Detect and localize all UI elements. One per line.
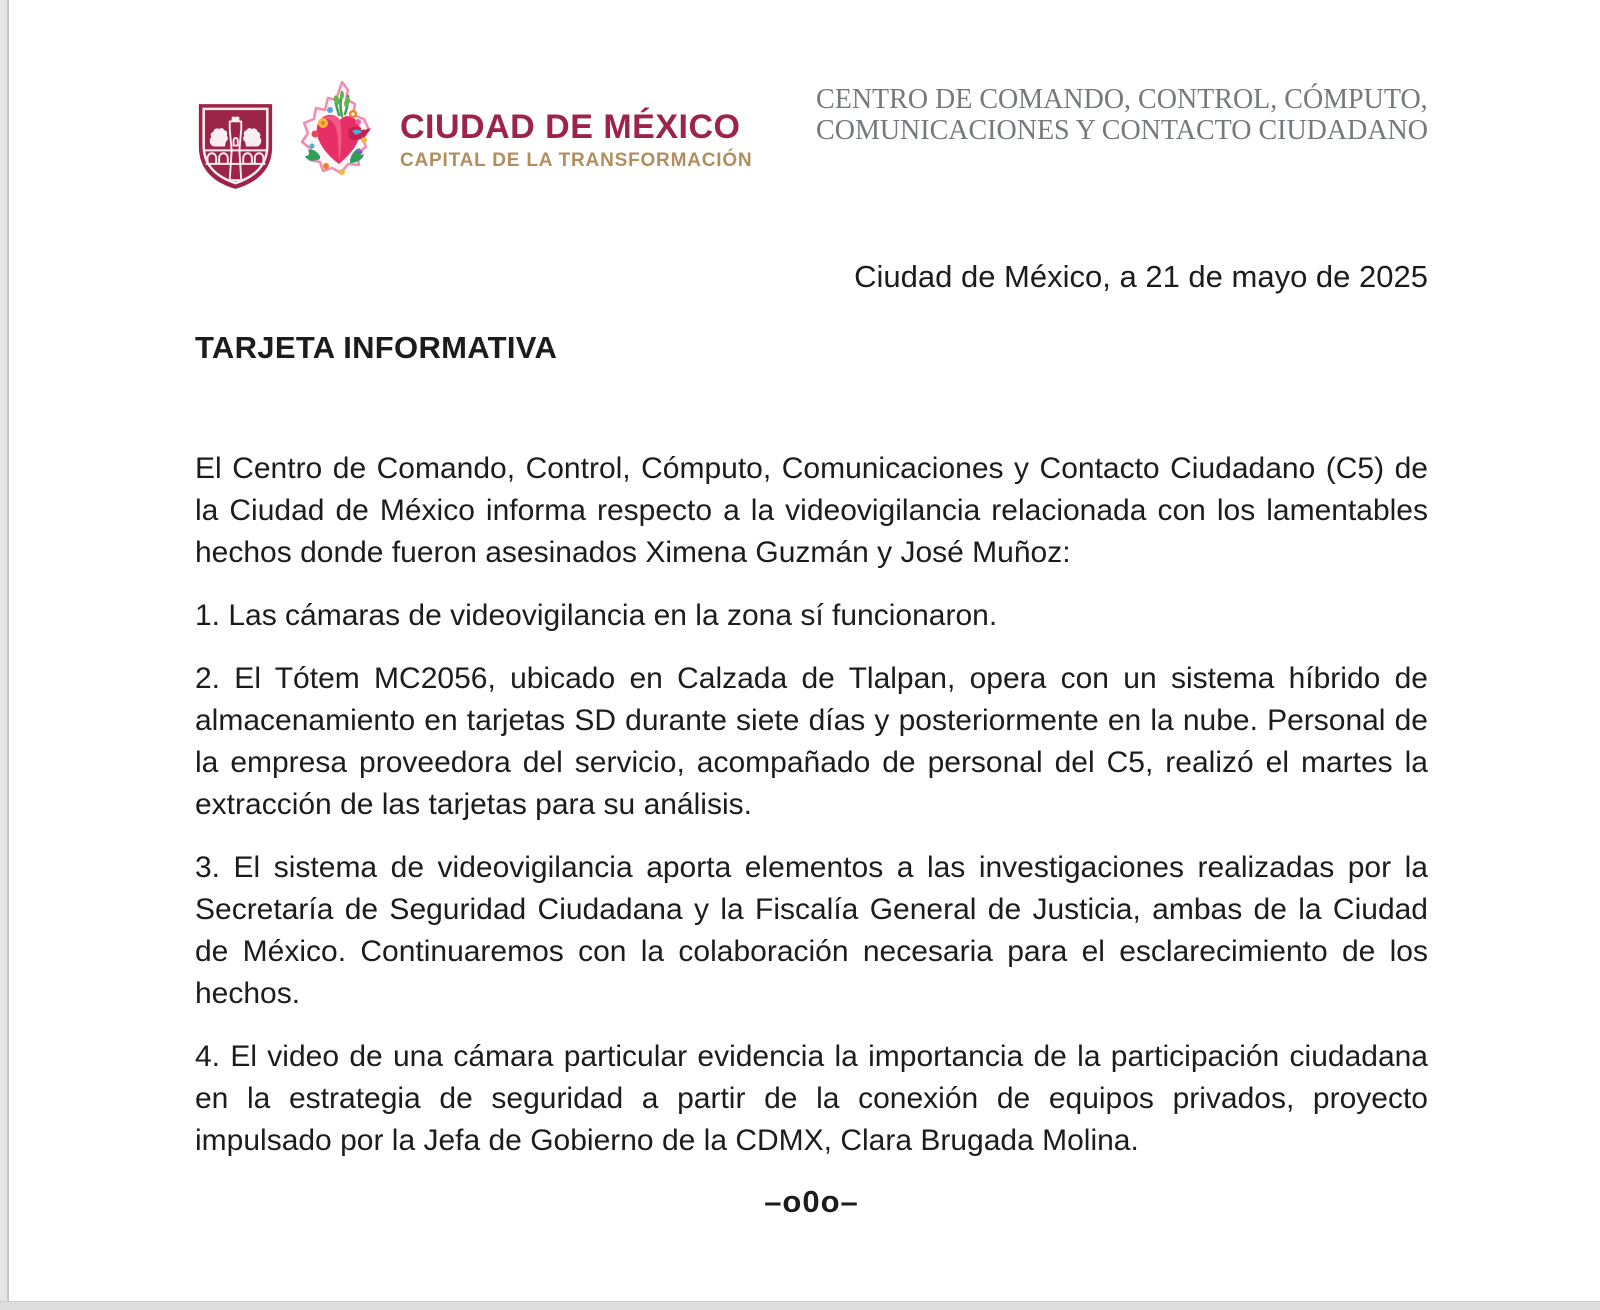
brand-wordmark <box>400 108 752 172</box>
org-header <box>816 84 1428 146</box>
paragraph-point-1: 1. Las cámaras de videovigilancia en la zona sí funcionaron. <box>195 599 998 632</box>
org-header-line-1: CENTRO DE COMANDO, CONTROL, CÓMPUTO, <box>816 84 1428 115</box>
paragraph-point-3: 3. El sistema de videovigilancia aporta elementos a las investigaciones realizadas por la Secretaría de Seguridad Ciudadana y la Fiscalía General de Justicia, ambas de la Ciudad de México. Continuaremos con la colaboración necesaria para el esclarecimiento de los hechos. <box>195 851 1428 1010</box>
paragraph-intro: El Centro de Comando, Control, Cómputo, Comunicaciones y Contacto Ciudadano (C5) de la Ciudad de México informa respecto a la videovigilancia relacionada con los lamentables hechos donde fueron asesinados Ximena Guzmán y José Muñoz: <box>195 452 1428 569</box>
org-header-line-2: COMUNICACIONES Y CONTACTO CIUDADANO <box>816 115 1428 146</box>
cdmx-shield-icon <box>195 100 276 193</box>
cdmx-logo <box>195 76 752 196</box>
brand-title: CIUDAD DE MÉXICO <box>400 108 741 146</box>
paragraph-point-4: 4. El video de una cámara particular evidencia la importancia de la participación ciudadana en la estrategia de seguridad a partir de la conexión de equipos privados, proyecto impulsado por la Jefa de Gobierno de la CDMX, Clara Brugada Molina. <box>195 1040 1428 1157</box>
doc-title: TARJETA INFORMATIVA <box>195 330 558 365</box>
paragraph-point-2: 2. El Tótem MC2056, ubicado en Calzada de Tlalpan, opera con un sistema híbrido de almacenamiento en tarjetas SD durante siete días y posteriormente en la nube. Personal de la empresa proveedora del servicio, acompañado de personal del C5, realizó el martes la extracción de las tarjetas para su análisis. <box>195 662 1428 821</box>
cdmx-map-heart-icon <box>290 78 390 196</box>
brand-subtitle: CAPITAL DE LA TRANSFORMACIÓN <box>400 150 753 171</box>
closing-mark: –o0o– <box>764 1184 859 1219</box>
dateline: Ciudad de México, a 21 de mayo de 2025 <box>854 259 1428 294</box>
document-header <box>195 76 1428 196</box>
